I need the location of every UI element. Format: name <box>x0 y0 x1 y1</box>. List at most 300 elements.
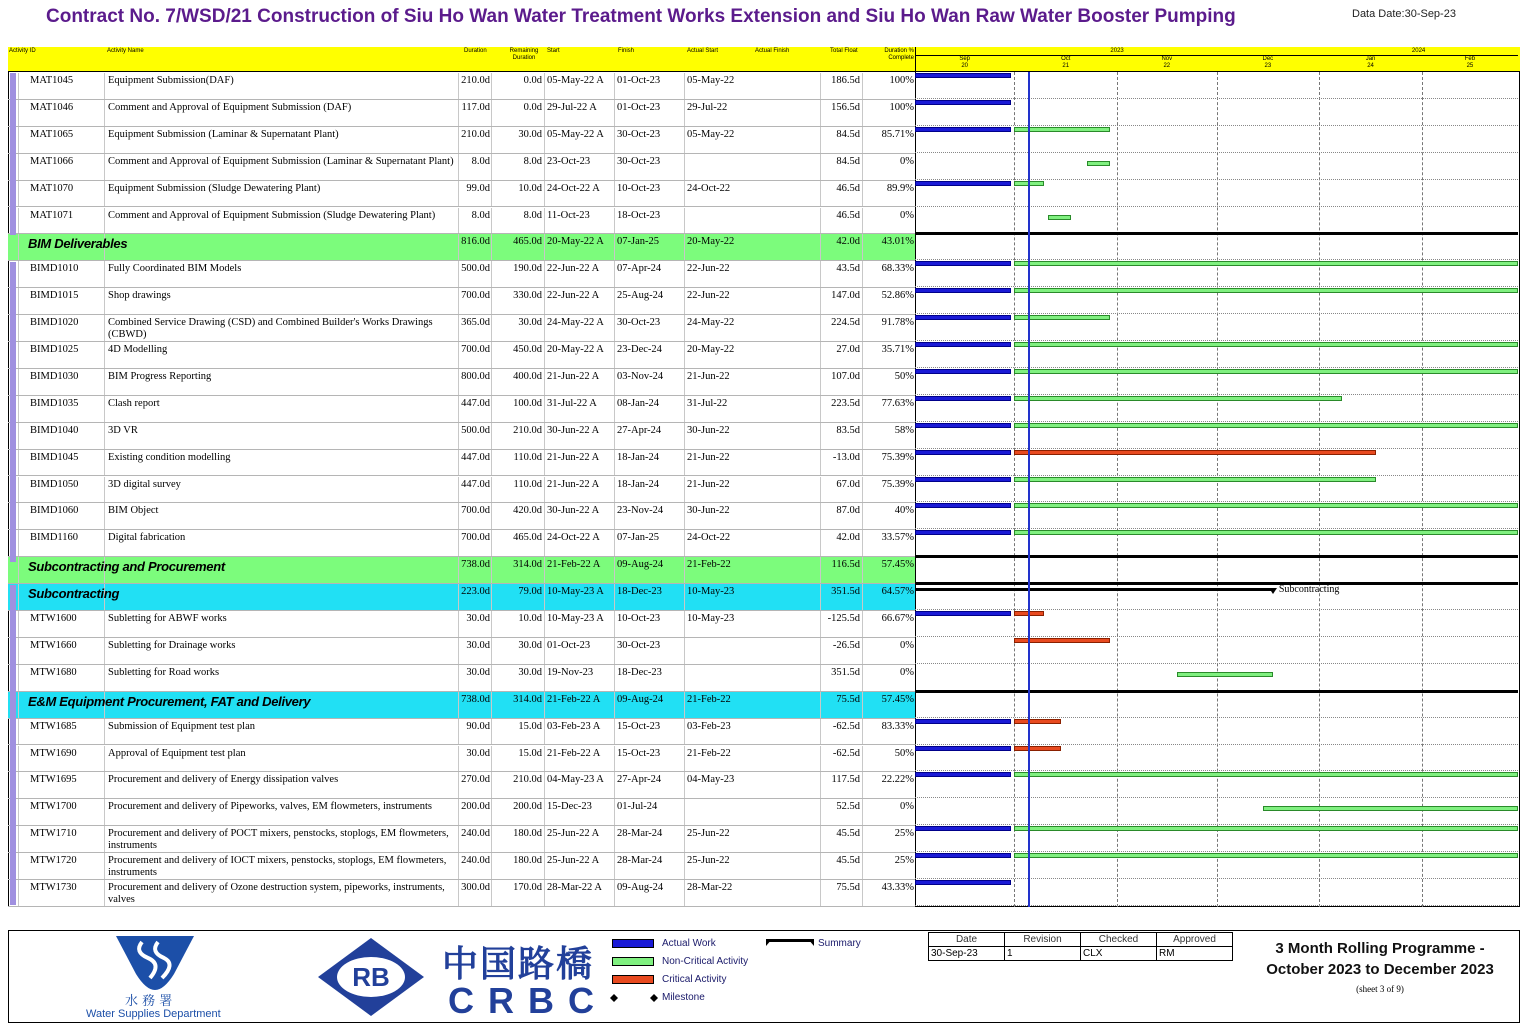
start-date: 30-Jun-22 A <box>547 424 600 436</box>
table-row[interactable] <box>8 396 915 423</box>
table-row[interactable] <box>8 127 915 154</box>
col-finish[interactable]: Finish <box>618 48 635 54</box>
remaining-duration: 210.0d <box>513 424 542 436</box>
activity-name: Equipment Submission (Sludge Dewatering Plant) <box>108 182 321 194</box>
total-float: 107.0d <box>831 370 860 382</box>
start-date: 28-Mar-22 A <box>547 882 602 893</box>
pct-complete: 52.86% <box>881 290 914 302</box>
activity-name: Approval of Equipment test plan <box>108 747 246 759</box>
legend-summary-label: Summary <box>818 938 861 949</box>
gantt-row-separator <box>915 636 1518 637</box>
non-critical-activity-bar[interactable] <box>1263 806 1518 811</box>
actual-work-bar[interactable] <box>915 261 1011 266</box>
non-critical-activity-bar[interactable] <box>1014 772 1518 777</box>
activity-id: MTW1690 <box>30 747 77 759</box>
actual-work-bar[interactable] <box>915 288 1011 293</box>
activity-id: BIMD1040 <box>30 424 79 436</box>
remaining-duration: 465.0d <box>513 532 542 544</box>
total-float: 117.5d <box>831 774 860 786</box>
table-row[interactable] <box>8 746 915 773</box>
wsd-logo-icon <box>112 934 198 992</box>
pct-complete: 0% <box>900 666 914 678</box>
activity-id: MAT1045 <box>30 75 74 86</box>
duration: 30.0d <box>466 639 490 651</box>
activity-name: Equipment Submission(DAF) <box>108 75 234 86</box>
total-float: 46.5d <box>836 182 860 194</box>
finish-date: 27-Apr-24 <box>617 424 662 436</box>
total-float: 116.5d <box>831 559 860 571</box>
actual-work-bar[interactable] <box>915 423 1011 428</box>
table-row[interactable] <box>8 826 915 853</box>
remaining-duration: 170.0d <box>513 882 542 893</box>
remaining-duration: 200.0d <box>513 801 542 813</box>
table-row[interactable] <box>8 315 915 342</box>
duration: 447.0d <box>461 478 490 490</box>
actual-work-bar[interactable] <box>915 315 1011 320</box>
gantt-gridline <box>1319 72 1320 907</box>
actual-work-bar[interactable] <box>915 611 1011 616</box>
finish-date: 03-Nov-24 <box>617 370 664 382</box>
col-actual-finish[interactable]: Actual Finish <box>755 48 790 54</box>
col-start[interactable]: Start <box>547 48 560 54</box>
col-remaining[interactable]: Remaining Duration <box>509 48 539 61</box>
start-date: 23-Oct-23 <box>547 155 591 167</box>
start-date: 01-Oct-23 <box>547 639 591 651</box>
actual-work-bar[interactable] <box>915 100 1011 105</box>
rev-header-revision: Revision <box>1005 933 1081 947</box>
rb-logo-text: RB <box>352 962 390 992</box>
remaining-duration: 0.0d <box>523 101 542 113</box>
actual-start: 21-Feb-22 <box>687 559 731 571</box>
col-activity-name[interactable]: Activity Name <box>107 48 144 54</box>
table-row[interactable] <box>8 100 915 127</box>
actual-start: 21-Jun-22 <box>687 370 730 382</box>
finish-date: 07-Jan-25 <box>617 532 659 544</box>
actual-work-bar[interactable] <box>915 772 1011 777</box>
pct-complete: 68.33% <box>881 263 914 275</box>
activity-name: Subletting for ABWF works <box>108 613 227 624</box>
sheet-number: (sheet 3 of 9) <box>1356 984 1404 994</box>
table-row[interactable] <box>8 261 915 288</box>
actual-start: 24-Oct-22 <box>687 182 731 194</box>
finish-date: 15-Oct-23 <box>617 720 661 732</box>
timeline-year: 2023 <box>1110 48 1124 54</box>
duration: 700.0d <box>461 505 490 517</box>
actual-start: 24-May-22 <box>687 317 735 329</box>
gantt-row-separator <box>915 878 1518 879</box>
start-date: 21-Jun-22 A <box>547 451 600 463</box>
pct-complete: 85.71% <box>881 128 914 140</box>
wbs-summary-row[interactable] <box>8 584 915 611</box>
finish-date: 28-Mar-24 <box>617 828 663 840</box>
gantt-row-separator <box>915 340 1518 341</box>
table-row[interactable] <box>8 638 915 665</box>
activity-id: MTW1700 <box>30 801 77 813</box>
actual-work-bar[interactable] <box>915 450 1011 455</box>
non-critical-activity-bar[interactable] <box>1014 853 1518 858</box>
finish-date: 07-Apr-24 <box>617 263 662 275</box>
wsd-chinese-name: 水 務 署 <box>125 994 173 1009</box>
non-critical-activity-bar[interactable] <box>1014 503 1518 508</box>
pct-complete: 50% <box>894 370 914 382</box>
legend-actual-label: Actual Work <box>662 938 716 949</box>
total-float: -26.5d <box>832 639 860 651</box>
remaining-duration: 0.0d <box>523 75 542 86</box>
critical-activity-bar[interactable] <box>1014 450 1375 455</box>
total-float: 43.5d <box>836 263 860 275</box>
gantt-row-separator <box>915 609 1518 610</box>
legend-critical-swatch <box>612 975 654 984</box>
non-critical-activity-bar[interactable] <box>1014 423 1518 428</box>
duration: 447.0d <box>461 451 490 463</box>
activity-name: Clash report <box>108 397 160 409</box>
gantt-row-separator <box>915 179 1518 180</box>
summary-bar[interactable] <box>915 588 1273 591</box>
finish-date: 08-Jan-24 <box>617 397 659 409</box>
col-actual-start[interactable]: Actual Start <box>687 48 719 54</box>
programme-line-1: 3 Month Rolling Programme - <box>1275 940 1485 957</box>
finish-date: 18-Oct-23 <box>617 209 661 221</box>
total-float: 351.5d <box>831 666 860 678</box>
non-critical-activity-bar[interactable] <box>1014 369 1518 374</box>
actual-start: 03-Feb-23 <box>687 720 731 732</box>
non-critical-activity-bar[interactable] <box>1014 477 1375 482</box>
total-float: 156.5d <box>831 101 860 113</box>
rev-header-approved: Approved <box>1157 933 1233 947</box>
remaining-duration: 8.0d <box>523 209 542 221</box>
total-float: -62.5d <box>832 720 860 732</box>
finish-date: 15-Oct-23 <box>617 747 661 759</box>
actual-work-bar[interactable] <box>915 530 1011 535</box>
total-float: 45.5d <box>836 828 860 840</box>
table-row[interactable] <box>8 503 915 530</box>
timeline-month <box>1117 56 1216 70</box>
actual-work-bar[interactable] <box>915 746 1011 751</box>
activity-name: Digital fabrication <box>108 532 186 544</box>
start-date: 19-Nov-23 <box>547 666 594 678</box>
remaining-duration: 180.0d <box>513 828 542 840</box>
gantt-row-separator <box>915 125 1518 126</box>
summary-end-icon <box>1269 588 1277 594</box>
activity-id: MTW1710 <box>30 828 77 840</box>
crbc-chinese-name: 中国路橋 <box>442 944 595 985</box>
activity-name: Comment and Approval of Equipment Submission (Laminar & Supernatant Plant) <box>108 155 454 167</box>
remaining-duration: 110.0d <box>513 478 542 490</box>
finish-date: 23-Nov-24 <box>617 505 664 517</box>
gantt-row-separator <box>915 421 1518 422</box>
table-row[interactable] <box>8 208 915 235</box>
pct-complete: 40% <box>894 505 914 517</box>
pct-complete: 57.45% <box>881 559 914 571</box>
actual-work-bar[interactable] <box>915 181 1011 186</box>
remaining-duration: 30.0d <box>518 666 542 678</box>
pct-complete: 25% <box>894 828 914 840</box>
start-date: 29-Jul-22 A <box>547 101 597 113</box>
non-critical-activity-bar[interactable] <box>1048 215 1071 220</box>
finish-date: 09-Aug-24 <box>617 559 664 571</box>
remaining-duration: 465.0d <box>513 236 542 248</box>
gantt-row-separator <box>915 259 1518 260</box>
gantt-row-separator <box>915 905 1518 906</box>
rev-date: 30-Sep-23 <box>929 947 1005 961</box>
col-activity-id[interactable]: Activity ID <box>9 48 36 54</box>
table-row[interactable] <box>8 853 915 880</box>
programme-line-2: October 2023 to December 2023 <box>1266 961 1494 978</box>
finish-date: 18-Jan-24 <box>617 451 659 463</box>
table-row[interactable] <box>8 181 915 208</box>
non-critical-activity-bar[interactable] <box>1177 672 1273 677</box>
duration: 270.0d <box>461 774 490 786</box>
duration: 8.0d <box>471 209 490 221</box>
activity-name: Shop drawings <box>108 290 171 302</box>
col-duration[interactable]: Duration <box>464 48 487 54</box>
non-critical-activity-bar[interactable] <box>1014 288 1518 293</box>
total-float: 42.0d <box>836 532 860 544</box>
total-float: 351.5d <box>831 586 860 598</box>
month-number: 24 <box>1367 63 1374 69</box>
pct-complete: 33.57% <box>881 532 914 544</box>
gantt-row-separator <box>915 394 1518 395</box>
non-critical-activity-bar[interactable] <box>1014 342 1518 347</box>
finish-date: 01-Oct-23 <box>617 101 661 113</box>
total-float: 83.5d <box>836 424 860 436</box>
activity-id: MTW1600 <box>30 613 77 624</box>
finish-date: 25-Aug-24 <box>617 290 664 302</box>
activity-id: MTW1680 <box>30 666 77 678</box>
non-critical-activity-bar[interactable] <box>1087 161 1110 166</box>
gantt-band-separator <box>915 232 1518 235</box>
remaining-duration: 15.0d <box>518 747 542 759</box>
month-number: 23 <box>1264 63 1272 69</box>
non-critical-activity-bar[interactable] <box>1014 396 1342 401</box>
actual-work-bar[interactable] <box>915 127 1011 132</box>
wbs-name: BIM Deliverables <box>28 236 128 252</box>
activity-name: Subletting for Road works <box>108 666 220 678</box>
rev-header-date: Date <box>929 933 1005 947</box>
finish-date: 18-Jan-24 <box>617 478 659 490</box>
total-float: -125.5d <box>827 613 860 624</box>
duration: 117.0d <box>461 101 490 113</box>
duration: 700.0d <box>461 532 490 544</box>
pct-complete: 75.39% <box>881 451 914 463</box>
duration: 90.0d <box>466 720 490 732</box>
start-date: 10-May-23 A <box>547 613 604 624</box>
table-row[interactable] <box>8 342 915 369</box>
actual-start: 21-Feb-22 <box>687 747 731 759</box>
actual-work-bar[interactable] <box>915 477 1011 482</box>
non-critical-activity-bar[interactable] <box>1014 826 1518 831</box>
total-float: -62.5d <box>832 747 860 759</box>
activity-name: BIM Object <box>108 505 159 517</box>
duration: 816.0d <box>461 236 490 248</box>
total-float: 46.5d <box>836 209 860 221</box>
finish-date: 10-Oct-23 <box>617 613 661 624</box>
activity-id: MTW1720 <box>30 855 77 867</box>
duration: 700.0d <box>461 290 490 302</box>
pct-complete: 83.33% <box>881 720 914 732</box>
total-float: 52.5d <box>836 801 860 813</box>
activity-name: 3D VR <box>108 424 138 436</box>
actual-start: 22-Jun-22 <box>687 290 730 302</box>
remaining-duration: 110.0d <box>513 451 542 463</box>
activity-id: MTW1660 <box>30 639 77 651</box>
timeline-month <box>1014 56 1117 70</box>
gantt-row-separator <box>915 690 1518 693</box>
gantt-gridline <box>1117 72 1118 907</box>
activity-name: 3D digital survey <box>108 478 181 490</box>
critical-activity-bar[interactable] <box>1014 719 1060 724</box>
gantt-row-separator <box>915 501 1518 502</box>
actual-start: 10-May-23 <box>687 613 735 624</box>
finish-date: 01-Jul-24 <box>617 801 658 813</box>
remaining-duration: 180.0d <box>513 855 542 867</box>
table-row[interactable] <box>8 530 915 557</box>
actual-start: 05-May-22 <box>687 75 735 86</box>
activity-name: 4D Modelling <box>108 344 168 355</box>
total-float: 27.0d <box>836 344 860 355</box>
actual-work-bar[interactable] <box>915 503 1011 508</box>
pct-complete: 0% <box>900 155 914 167</box>
outline-strip <box>10 262 16 562</box>
month-name: Feb <box>1464 56 1476 62</box>
table-row[interactable] <box>8 611 915 638</box>
actual-start: 29-Jul-22 <box>687 101 728 113</box>
activity-name: Submission of Equipment test plan <box>108 720 255 732</box>
rev-checked: CLX <box>1081 947 1157 961</box>
critical-activity-bar[interactable] <box>1014 746 1060 751</box>
activity-id: MAT1070 <box>30 182 74 194</box>
month-name: Sep <box>959 56 971 62</box>
gantt-row-separator <box>915 286 1518 287</box>
remaining-duration: 210.0d <box>513 774 542 786</box>
gantt-gridline <box>1217 72 1218 907</box>
table-row[interactable] <box>8 799 915 826</box>
activity-name: Procurement and delivery of Ozone destruction system, pipeworks, instruments, valves <box>108 882 445 905</box>
table-row[interactable] <box>8 73 915 100</box>
actual-work-bar[interactable] <box>915 73 1011 78</box>
wbs-summary-row[interactable] <box>8 557 915 584</box>
wbs-summary-row[interactable] <box>8 234 915 261</box>
actual-work-bar[interactable] <box>915 342 1011 347</box>
table-row[interactable] <box>8 665 915 692</box>
table-row[interactable] <box>8 288 915 315</box>
table-row[interactable] <box>8 719 915 746</box>
pct-complete: 100% <box>889 75 914 86</box>
wsd-english-name: Water Supplies Department <box>86 1008 221 1020</box>
table-row[interactable] <box>8 154 915 181</box>
table-row[interactable] <box>8 450 915 477</box>
activity-id: BIMD1060 <box>30 505 79 517</box>
rev-approved: RM <box>1157 947 1233 961</box>
remaining-duration: 190.0d <box>513 263 542 275</box>
actual-work-bar[interactable] <box>915 719 1011 724</box>
duration: 210.0d <box>461 128 490 140</box>
finish-date: 07-Jan-25 <box>617 236 659 248</box>
gantt-band-separator <box>915 555 1518 558</box>
activity-id: BIMD1045 <box>30 451 79 463</box>
finish-date: 30-Oct-23 <box>617 155 661 167</box>
gantt-row-separator <box>915 744 1518 745</box>
data-date: Data Date:30-Sep-23 <box>1352 8 1456 20</box>
pct-complete: 75.39% <box>881 478 914 490</box>
actual-start: 31-Jul-22 <box>687 397 728 409</box>
non-critical-activity-bar[interactable] <box>1014 261 1518 266</box>
table-row[interactable] <box>8 880 915 907</box>
activity-id: BIMD1025 <box>30 344 79 355</box>
total-float: 75.5d <box>836 882 860 893</box>
duration: 240.0d <box>461 855 490 867</box>
actual-start: 28-Mar-22 <box>687 882 733 893</box>
col-total-float[interactable]: Total Float <box>830 48 858 54</box>
pct-complete: 43.33% <box>881 882 914 893</box>
total-float: 224.5d <box>831 317 860 329</box>
pct-complete: 22.22% <box>881 774 914 786</box>
timeline-year: 2024 <box>1411 48 1426 54</box>
remaining-duration: 8.0d <box>523 155 542 167</box>
actual-work-bar[interactable] <box>915 369 1011 374</box>
activity-name: Procurement and delivery of POCT mixers, penstocks, stoplogs, EM flowmeters, instruments <box>108 828 449 852</box>
actual-work-bar[interactable] <box>915 880 1011 885</box>
duration: 223.0d <box>461 586 490 598</box>
wbs-summary-row[interactable] <box>8 692 915 719</box>
remaining-duration: 330.0d <box>513 290 542 302</box>
table-row[interactable] <box>8 423 915 450</box>
activity-id: MTW1685 <box>30 720 77 732</box>
remaining-duration: 10.0d <box>518 182 542 194</box>
actual-work-bar[interactable] <box>915 853 1011 858</box>
pct-complete: 35.71% <box>881 344 914 355</box>
table-row[interactable] <box>8 772 915 799</box>
finish-date: 01-Oct-23 <box>617 75 661 86</box>
gantt-row-separator <box>915 367 1518 368</box>
gantt-row-separator <box>915 770 1518 771</box>
actual-start: 25-Jun-22 <box>687 828 730 840</box>
table-row[interactable] <box>8 369 915 396</box>
non-critical-activity-bar[interactable] <box>1014 530 1518 535</box>
activity-name: Procurement and delivery of IOCT mixers, penstocks, stoplogs, EM flowmeters, instruments <box>108 855 447 879</box>
legend-actual-swatch <box>612 939 654 948</box>
start-date: 15-Dec-23 <box>547 801 592 813</box>
start-date: 03-Feb-23 A <box>547 720 601 732</box>
finish-date: 18-Dec-23 <box>617 666 662 678</box>
actual-start: 04-May-23 <box>687 774 735 786</box>
outline-strip <box>10 585 16 905</box>
duration: 240.0d <box>461 828 490 840</box>
finish-date: 30-Oct-23 <box>617 639 661 651</box>
remaining-duration: 314.0d <box>513 693 542 705</box>
start-date: 10-May-23 A <box>547 586 604 598</box>
remaining-duration: 30.0d <box>518 639 542 651</box>
duration: 800.0d <box>461 370 490 382</box>
actual-start: 30-Jun-22 <box>687 505 730 517</box>
finish-date: 30-Oct-23 <box>617 128 661 140</box>
table-row[interactable] <box>8 477 915 504</box>
duration: 300.0d <box>461 882 490 893</box>
start-date: 20-May-22 A <box>547 236 604 248</box>
total-float: 223.5d <box>831 397 860 409</box>
pct-complete: 0% <box>900 639 914 651</box>
actual-work-bar[interactable] <box>915 396 1011 401</box>
finish-date: 18-Dec-23 <box>617 586 662 598</box>
start-date: 30-Jun-22 A <box>547 505 600 517</box>
actual-work-bar[interactable] <box>915 826 1011 831</box>
total-float: 75.5d <box>836 693 860 705</box>
gantt-row-separator <box>915 582 1518 585</box>
pct-complete: 89.9% <box>886 182 914 194</box>
col-pct-complete[interactable]: Duration % Complete <box>884 48 914 61</box>
legend-noncritical-swatch <box>612 957 654 966</box>
duration: 738.0d <box>461 559 490 571</box>
